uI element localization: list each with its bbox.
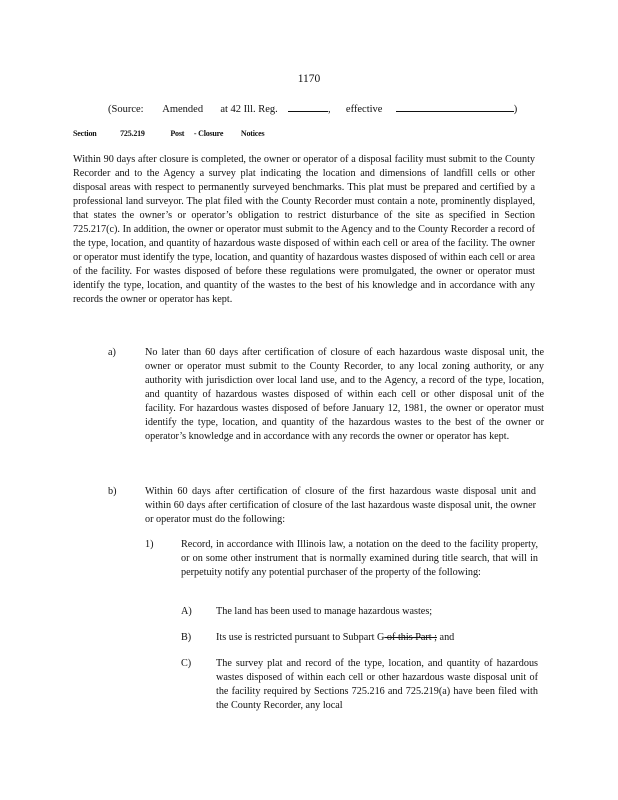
subparagraph-A xyxy=(181,605,538,619)
subparagraph-A-label: A) xyxy=(181,606,192,617)
subparagraph-B-text-main: Its use is restricted pursuant to Subpart G xyxy=(216,632,385,643)
source-comma: , xyxy=(328,104,331,115)
source-open: (Source: xyxy=(108,104,144,115)
intro-paragraph: Within 90 days after closure is completed, the owner or operator of a disposal facility must submit to the County Recorder and to the Agency a survey plat indicating the location and dimensions of landfill cells or other disposal areas with respect to permanently surveyed benchmarks. This plat must be prepared and certified by a professional land surveyor. The plat filed with the County Recorder must contain a note, prominently displayed, that states the owner’s or operator’s obligation to restrict disturbance of the site as specified in Section 725.217(c). In addition, the owner or operator must submit to the Agency and to the County Recorder a record of the type, location, and quantity of hazardous waste disposed of within each cell or area of the facility. The owner or operator must identify the type, location, and quantity of hazardous wastes disposed of within each cell or area of the facility. For wastes disposed of before these regulations were promulgated, the owner or operator must identify the type, location, and quantity of the wastes to the best of his knowledge and in accordance with any records the owner or operator has kept. xyxy=(73,154,535,305)
section-title-part-2: - Closure xyxy=(193,129,224,138)
source-close: ) xyxy=(513,104,518,115)
subparagraph-A-text: The land has been used to manage hazardous wastes; xyxy=(216,606,433,617)
subparagraph-C xyxy=(181,657,538,713)
subsection-b xyxy=(108,485,536,527)
effective-date-blank xyxy=(396,101,514,112)
paragraph-b1-label: 1) xyxy=(145,539,154,550)
subsection-a-label: a) xyxy=(108,347,116,358)
subsection-b-text: Within 60 days after certification of closure of the first hazardous waste disposal unit and within 60 days after certification of closure of the last hazardous waste disposal unit, the owner or operator must do the following: xyxy=(145,486,536,525)
section-title-part-1: Post xyxy=(170,129,185,138)
section-word: Section xyxy=(73,129,97,138)
section-heading xyxy=(73,129,264,138)
section-title-part-3: Notices xyxy=(240,129,265,138)
page-number: 1170 xyxy=(297,73,321,85)
subparagraph-B-text-end: and xyxy=(437,632,455,643)
subparagraph-B-text xyxy=(216,631,538,645)
subsection-a xyxy=(108,346,544,472)
subparagraph-B xyxy=(181,631,538,645)
source-note xyxy=(108,101,517,115)
subparagraph-C-label: C) xyxy=(181,658,192,669)
subsection-b-label: b) xyxy=(108,486,117,497)
paragraph-b1 xyxy=(145,538,538,594)
source-effective: effective xyxy=(345,104,383,115)
register-page-blank xyxy=(288,101,328,112)
source-register-citation: at 42 Ill. Reg. xyxy=(220,104,278,115)
section-number: 725.219 xyxy=(120,129,145,138)
source-amended: Amended xyxy=(162,104,204,115)
paragraph-b1-text: Record, in accordance with Illinois law, a notation on the deed to the facility property, or on some other instrument that is normally examined during title search, that will in perpetuity notify any potential purchaser of the property of the following: xyxy=(181,539,538,578)
subparagraph-B-deleted-text: of this Part ; xyxy=(384,632,437,643)
subsection-a-text: No later than 60 days after certification of closure of each hazardous waste disposal unit, the owner or operator must submit to the County Recorder, to any local zoning authority, or any authority with jurisdiction over local land use, and to the Agency, a record of the type, location, and quantity of hazardous wastes disposed of within each cell or other disposal unit of the facility. For hazardous wastes disposed of before January 12, 1981, the owner or operator must identify the type, location, and quantity of the hazardous wastes to the best of the owner or operator’s knowledge and in accordance with any records the owner or operator has kept. xyxy=(145,347,544,442)
subparagraph-B-label: B) xyxy=(181,632,192,643)
subparagraph-C-text: The survey plat and record of the type, location, and quantity of hazardous wastes disposed of within each cell or other hazardous waste disposal unit of the facility required by Sections 725.216 and 725.219(a) have been filed with the County Recorder, any local xyxy=(216,658,538,711)
